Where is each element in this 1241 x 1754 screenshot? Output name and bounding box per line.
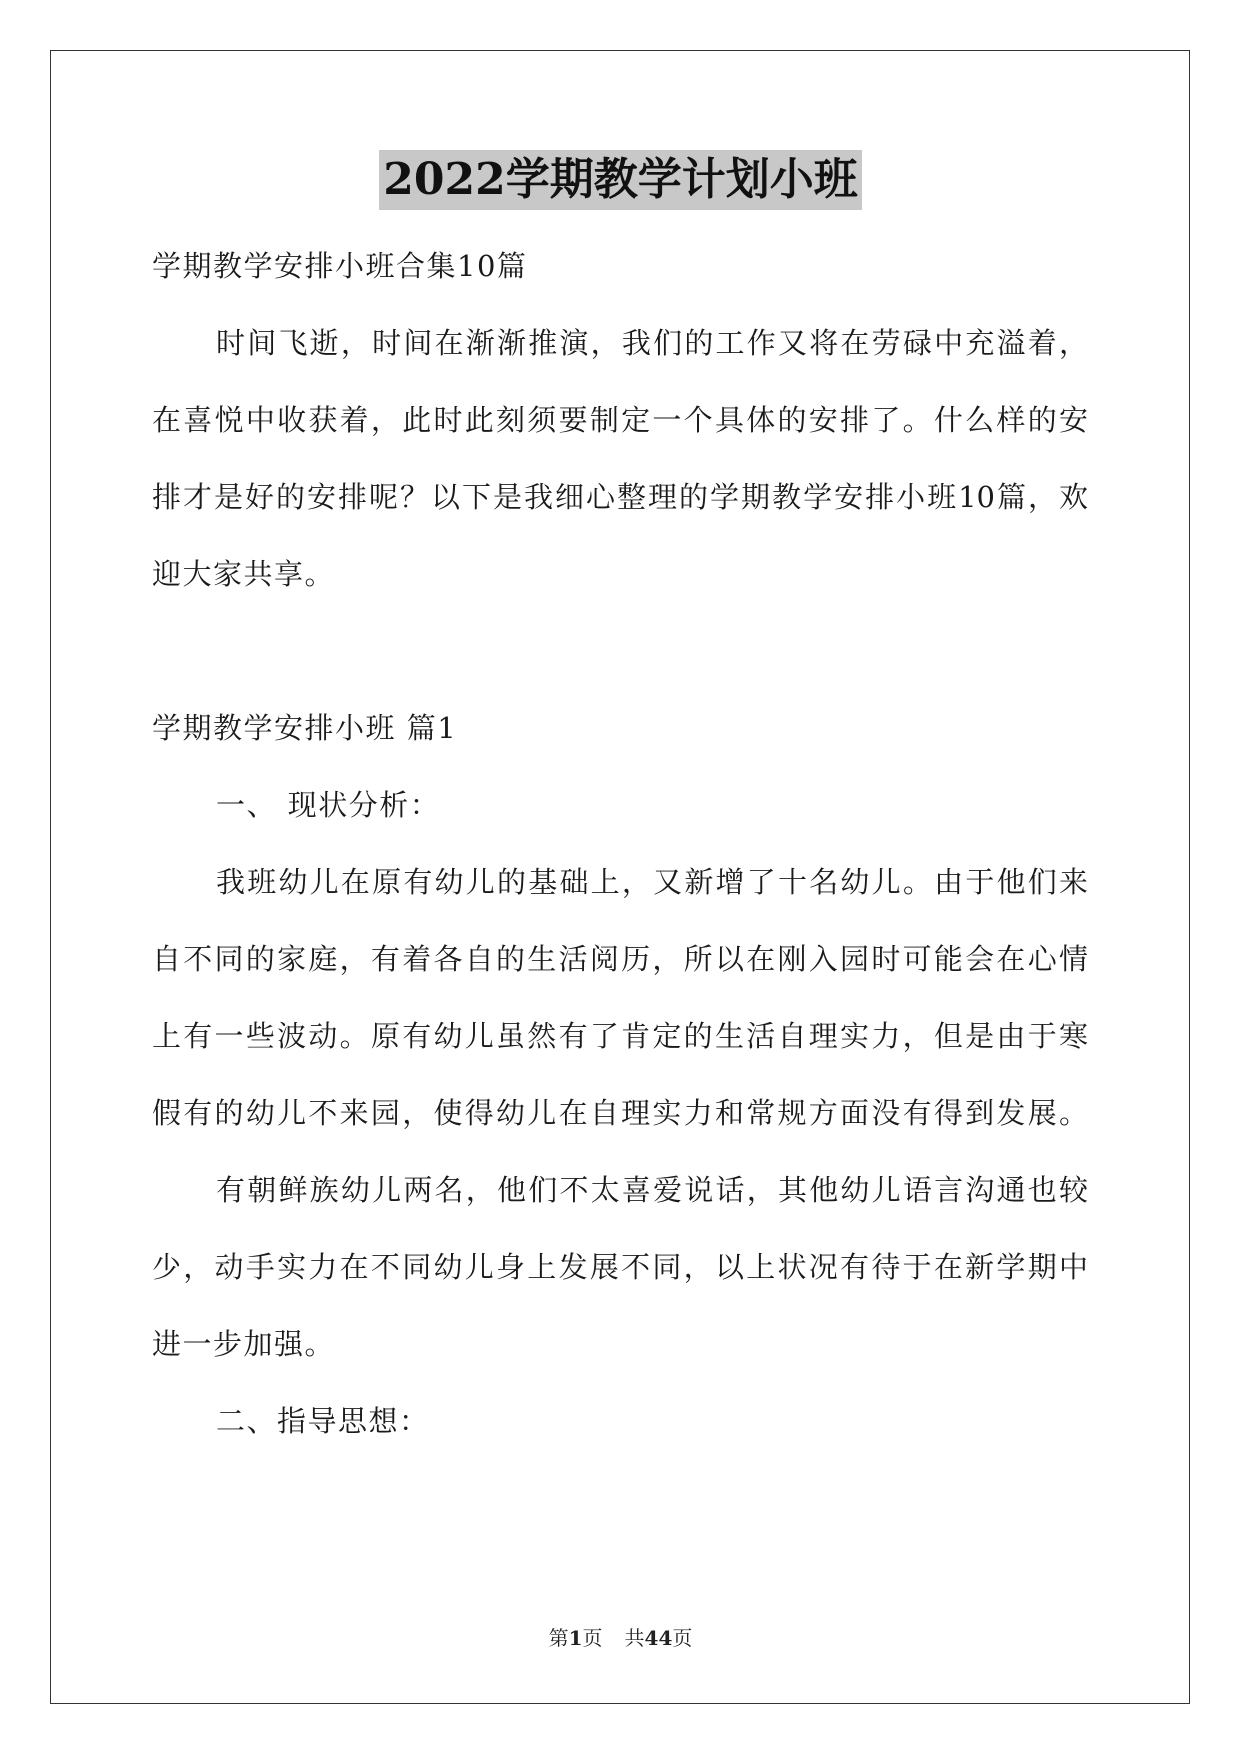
page-prefix: 第 (548, 1626, 569, 1650)
title-container (0, 150, 1241, 210)
document-title: 2022学期教学计划小班 (379, 150, 861, 210)
paragraph-line: 上有一些波动。原有幼儿虽然有了肯定的生活自理实力，但是由于寒 (152, 1019, 1088, 1053)
section-heading: 学期教学安排小班 篇1 (152, 711, 458, 745)
document-body (152, 228, 1088, 1460)
page-footer (0, 1622, 1241, 1651)
total-suffix: 页 (672, 1626, 693, 1650)
paragraph-line: 少，动手实力在不同幼儿身上发展不同，以上状况有待于在新学期中 (152, 1250, 1088, 1284)
intro-line: 迎大家共享。 (152, 557, 336, 591)
intro-line: 在喜悦中收获着，此时此刻须要制定一个具体的安排了。什么样的安 (152, 403, 1088, 437)
page-suffix: 页 (582, 1626, 603, 1650)
paragraph-line: 我班幼儿在原有幼儿的基础上，又新增了十名幼儿。由于他们来 (216, 865, 1088, 899)
intro-line: 排才是好的安排呢？以下是我细心整理的学期教学安排小班10篇，欢 (152, 480, 1088, 514)
paragraph-line: 进一步加强。 (152, 1327, 336, 1361)
subheading-status-analysis: 一、 现状分析： (216, 788, 441, 822)
total-prefix: 共 (624, 1626, 645, 1650)
page-number: 1 (568, 1626, 583, 1650)
paragraph-line: 有朝鲜族幼儿两名，他们不太喜爱说话，其他幼儿语言沟通也较 (216, 1173, 1088, 1207)
subheading-guiding-idea: 二、指导思想： (216, 1404, 430, 1438)
total-pages: 44 (644, 1626, 673, 1650)
blank-line (152, 613, 1088, 690)
paragraph-line: 假有的幼儿不来园，使得幼儿在自理实力和常规方面没有得到发展。 (152, 1096, 1088, 1130)
paragraph-line: 自不同的家庭，有着各自的生活阅历，所以在刚入园时可能会在心情 (152, 942, 1088, 976)
intro-line: 时间飞逝，时间在渐渐推演，我们的工作又将在劳碌中充溢着， (216, 326, 1088, 360)
document-subtitle: 学期教学安排小班合集10篇 (152, 249, 528, 283)
